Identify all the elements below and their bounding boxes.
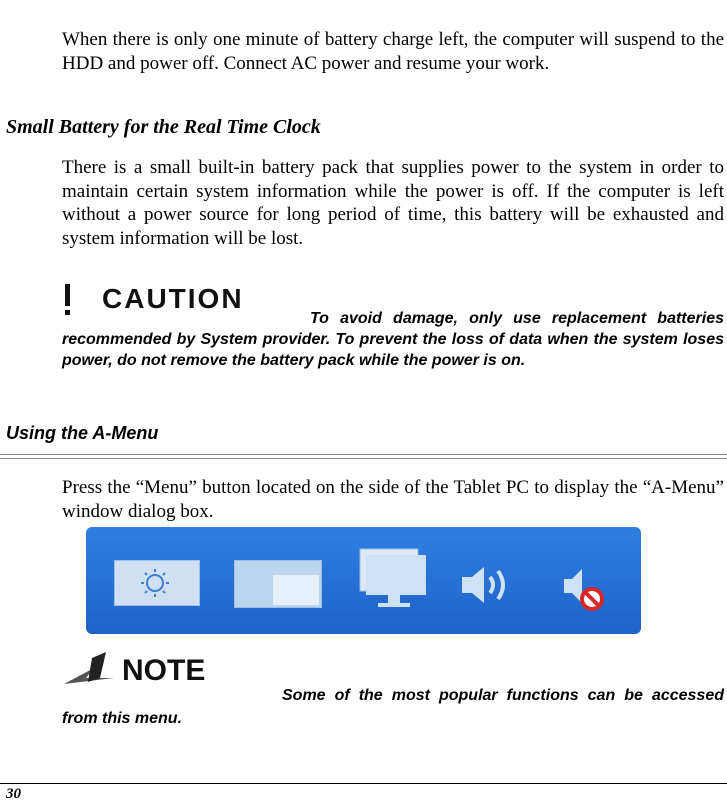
caution-logo-text: CAUTION — [102, 283, 244, 314]
volume-icon[interactable] — [460, 563, 520, 607]
monitor-icon[interactable] — [358, 547, 428, 609]
mute-icon[interactable] — [562, 563, 612, 613]
caution-text: To avoid damage, only use replacement batteries recommended by System provider. To prevent the loss of data when the system loses power, do not remove the battery pack while the power is on. — [62, 310, 724, 369]
brightness-icon[interactable] — [114, 560, 200, 606]
intro-paragraph: When there is only one minute of battery charge left, the computer will suspend to the HDD and power off. Connect AC power and resume your work. — [62, 29, 724, 74]
note-logo-text: NOTE — [122, 654, 206, 687]
note-text: Some of the most popular functions can be accessed from this menu. — [62, 687, 724, 727]
footer-rule — [0, 783, 727, 784]
amenu-heading: Using the A-Menu — [6, 423, 159, 443]
rtc-paragraph: There is a small built-in battery pack that supplies power to the system in order to maintain certain system information while the power is off. If the computer is left without a power source for long period of time, this battery will be exhausted and system information will be lost. — [62, 157, 724, 249]
amenu-window — [86, 527, 641, 634]
amenu-paragraph: Press the “Menu” button located on the side of the Tablet PC to display the “A-Menu” window dialog box. — [62, 477, 724, 522]
page-number: 30 — [6, 786, 21, 802]
section-divider — [0, 454, 727, 459]
rtc-heading: Small Battery for the Real Time Clock — [6, 116, 321, 138]
display-mode-icon[interactable] — [234, 560, 322, 608]
